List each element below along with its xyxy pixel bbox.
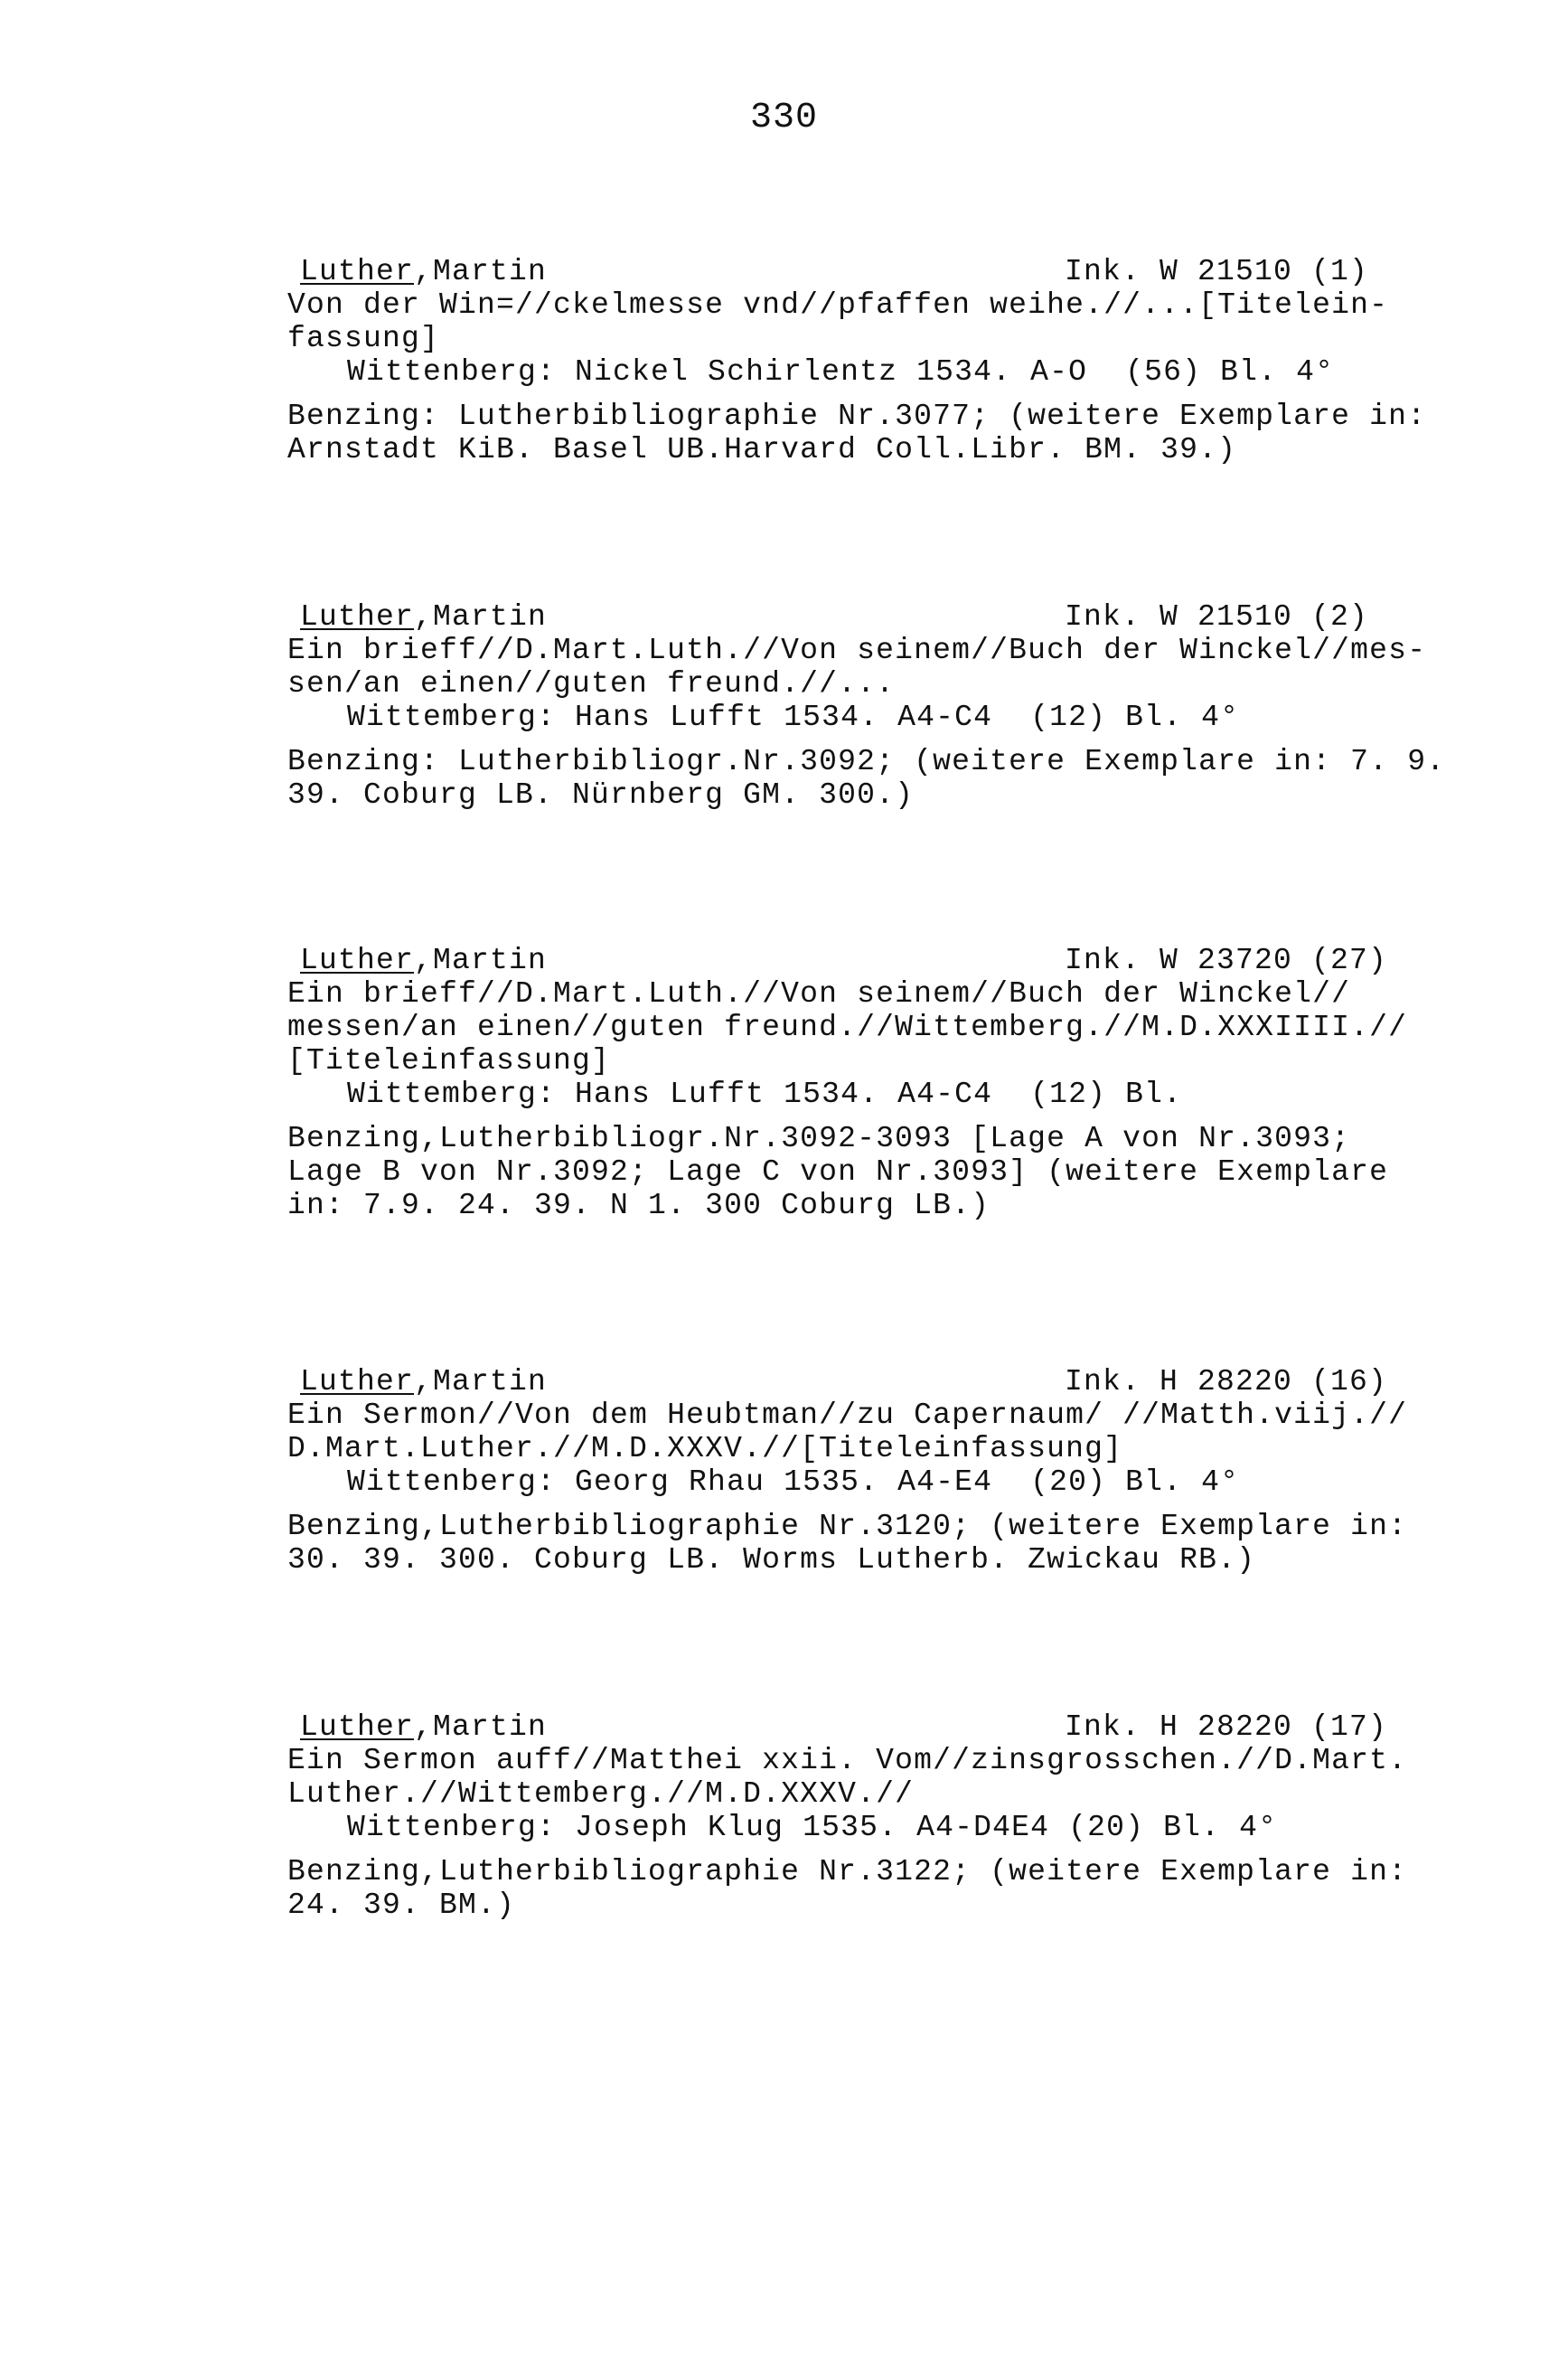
entry-note-line: Benzing,Lutherbibliographie Nr.3120; (weitere Exemplare in: [287, 1510, 1408, 1543]
entry-note-line: Benzing,Lutherbibliogr.Nr.3092-3093 [Lage A von Nr.3093; [287, 1122, 1351, 1155]
entry-author: Luther,Martin [300, 600, 548, 634]
entry-note-line: 30. 39. 300. Coburg LB. Worms Lutherb. Zwickau RB.) [287, 1543, 1256, 1577]
entry-author: Luther,Martin [300, 255, 548, 288]
entry-note-line: Arnstadt KiB. Basel UB.Harvard Coll.Libr. BM. 39.) [287, 433, 1237, 466]
entry-imprint: Wittenberg: Georg Rhau 1535. A4-E4 (20) Bl. 4° [347, 1465, 1240, 1499]
catalog-entry [287, 1365, 1480, 1577]
entry-note-line: Benzing: Lutherbibliogr.Nr.3092; (weitere Exemplare in: 7. 9. [287, 745, 1446, 778]
entry-imprint: Wittemberg: Hans Lufft 1534. A4-C4 (12) Bl. [347, 1078, 1183, 1111]
entry-imprint: Wittenberg: Joseph Klug 1535. A4-D4E4 (20) Bl. 4° [347, 1811, 1278, 1844]
entry-title-line: Ein brieff//D.Mart.Luth.//Von seinem//Buch der Winckel//mes- [287, 634, 1427, 667]
entry-title-line: fassung] [287, 322, 440, 355]
entry-header [287, 944, 1480, 977]
entry-author: Luther,Martin [300, 944, 548, 977]
incunable-shelfmark: Ink. H 28220 (16) [1065, 1365, 1388, 1399]
entry-title-line: Luther.//Wittemberg.//M.D.XXXV.// [287, 1777, 915, 1811]
catalog-entry [287, 600, 1480, 812]
entry-note-line: Benzing,Lutherbibliographie Nr.3122; (weitere Exemplare in: [287, 1855, 1408, 1888]
entry-note-line: in: 7.9. 24. 39. N 1. 300 Coburg LB.) [287, 1189, 991, 1222]
incunable-shelfmark: Ink. W 21510 (1) [1065, 255, 1369, 288]
catalog-entry [287, 944, 1480, 1222]
entry-title-line: Von der Win=//ckelmesse vnd//pfaffen weihe.//...[Titelein- [287, 288, 1389, 322]
entry-title-line: Ein Sermon auff//Matthei xxii. Vom//zinsgrosschen.//D.Mart. [287, 1744, 1408, 1777]
entry-header [287, 1710, 1480, 1744]
incunable-shelfmark: Ink. H 28220 (17) [1065, 1710, 1388, 1744]
entry-note-line: Benzing: Lutherbibliographie Nr.3077; (weitere Exemplare in: [287, 400, 1427, 433]
incunable-shelfmark: Ink. W 21510 (2) [1065, 600, 1369, 634]
entry-title-line: D.Mart.Luther.//M.D.XXXV.//[Titeleinfassung] [287, 1432, 1123, 1465]
incunable-shelfmark: Ink. W 23720 (27) [1065, 944, 1388, 977]
entry-note-line: 39. Coburg LB. Nürnberg GM. 300.) [287, 778, 915, 812]
entry-title-line: sen/an einen//guten freund.//... [287, 667, 896, 701]
entry-title-line: Ein brieff//D.Mart.Luth.//Von seinem//Buch der Winckel// [287, 977, 1351, 1011]
entry-imprint: Wittenberg: Nickel Schirlentz 1534. A-O (56) Bl. 4° [347, 355, 1335, 389]
catalog-entry [287, 1710, 1480, 1922]
entry-note-line: Lage B von Nr.3092; Lage C von Nr.3093] (weitere Exemplare [287, 1155, 1389, 1189]
catalog-entry [287, 255, 1480, 466]
entry-title-line: [Titeleinfassung] [287, 1044, 611, 1078]
page-number: 330 [749, 98, 818, 138]
entry-imprint: Wittemberg: Hans Lufft 1534. A4-C4 (12) Bl. 4° [347, 701, 1240, 734]
entry-title-line: messen/an einen//guten freund.//Wittemberg.//M.D.XXXIIII.// [287, 1011, 1408, 1044]
entry-author: Luther,Martin [300, 1710, 548, 1744]
entry-author: Luther,Martin [300, 1365, 548, 1399]
entry-title-line: Ein Sermon//Von dem Heubtman//zu Capernaum/ //Matth.viij.// [287, 1399, 1408, 1432]
entry-header [287, 1365, 1480, 1399]
entry-header [287, 600, 1480, 634]
entry-note-line: 24. 39. BM.) [287, 1888, 516, 1922]
entry-header [287, 255, 1480, 288]
